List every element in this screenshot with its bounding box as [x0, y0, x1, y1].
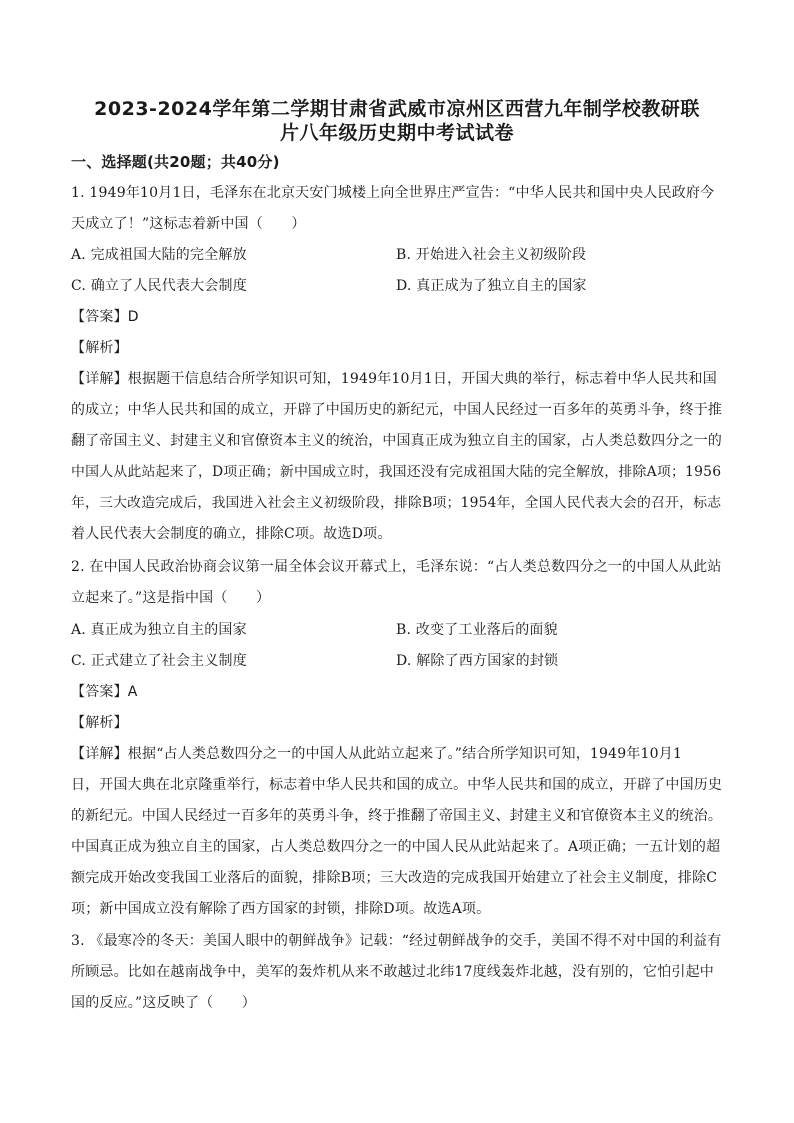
q1-stem-line-1: 1. 1949年10月1日，毛泽东在北京天安门城楼上向全世界庄严宣告：“中华人民共和国中央人民政府今 — [71, 185, 715, 201]
q1-option-c: C. 确立了人民代表大会制度 — [71, 278, 247, 294]
q2-analysis-label: 【解析】 — [71, 715, 128, 731]
q1-answer: 【答案】D — [71, 309, 139, 325]
q3-stem-line-2: 所顾忌。比如在越南战争中，美军的轰炸机从来不敢越过北纬17度线轰炸北越，没有别的，它怕引起中 — [71, 964, 715, 980]
q2-detail-line-3: 的新纪元。中国人民经过一百多年的英勇斗争，终于推翻了帝国主义、封建主义和官僚资本主义的统治。 — [71, 808, 723, 824]
q2-option-c: C. 正式建立了社会主义制度 — [71, 653, 247, 669]
q1-stem-line-2: 天成立了！”这标志着新中国（ ） — [71, 216, 306, 232]
q1-detail-line-2: 的成立；中华人民共和国的成立，开辟了中国历史的新纪元，中国人民经过一百多年的英勇斗争，终于推 — [71, 402, 723, 418]
q1-analysis-label: 【解析】 — [71, 340, 128, 356]
q2-detail-line-6: 项；新中国成立没有解除了西方国家的封锁，排除D项。故选A项。 — [71, 901, 491, 917]
q2-answer: 【答案】A — [71, 684, 138, 700]
document-title-line-1: 2023-2024学年第二学期甘肃省武威市凉州区西营九年制学校教研联 — [94, 98, 700, 120]
q2-detail-line-5: 额完成开始改变我国工业落后的面貌，排除B项；三大改造的完成我国开始建立了社会主义制度，排除C — [71, 870, 718, 886]
q2-detail-line-1: 【详解】根据“占人类总数四分之一的中国人从此站立起来了。”结合所学知识可知，1949年10月1 — [71, 746, 683, 762]
q2-detail-line-2: 日，开国大典在北京隆重举行，标志着中华人民共和国的成立。中华人民共和国的成立，开辟了中国历史 — [71, 777, 723, 793]
q1-option-b: B. 开始进入社会主义初级阶段 — [396, 247, 587, 263]
q1-detail-line-6: 着人民代表大会制度的确立，排除C项。故选D项。 — [71, 526, 392, 542]
q2-stem-line-1: 2. 在中国人民政治协商会议第一届全体会议开幕式上，毛泽东说：“占人类总数四分之一的中国人从此站 — [71, 559, 722, 575]
q3-stem-line-1: 3. 《最寒冷的冬天：美国人眼中的朝鲜战争》记载：“经过朝鲜战争的交手，美国不得不对中国的利益有 — [71, 933, 722, 949]
q2-detail-line-4: 中国真正成为独立自主的国家，占人类总数四分之一的中国人民从此站起来了。A项正确；一五计划的超 — [71, 839, 721, 855]
q2-option-d: D. 解除了西方国家的封锁 — [396, 653, 559, 669]
section-heading: 一、选择题(共20题；共40分) — [71, 153, 280, 171]
q2-stem-line-2: 立起来了。”这是指中国（ ） — [71, 590, 271, 606]
q3-stem-line-3: 国的反应。”这反映了（ ） — [71, 995, 256, 1011]
q1-detail-line-1: 【详解】根据题干信息结合所学知识可知，1949年10月1日，开国大典的举行，标志着中华人民共和国 — [71, 371, 717, 387]
q1-detail-line-3: 翻了帝国主义、封建主义和官僚资本主义的统治，中国真正成为独立自主的国家，占人类总数四分之一的 — [71, 433, 723, 449]
q1-detail-line-5: 年，三大改造完成后，我国进入社会主义初级阶段，排除B项；1954年，全国人民代表大会的召开，标志 — [71, 495, 722, 511]
q2-option-b: B. 改变了工业落后的面貌 — [396, 622, 558, 638]
q2-option-a: A. 真正成为独立自主的国家 — [71, 622, 247, 638]
q1-option-a: A. 完成祖国大陆的完全解放 — [71, 247, 247, 263]
q1-option-d: D. 真正成为了独立自主的国家 — [396, 278, 587, 294]
q1-detail-line-4: 中国人从此站起来了，D项正确；新中国成立时，我国还没有完成祖国大陆的完全解放，排除A项；1956 — [71, 464, 722, 480]
document-title-line-2: 片八年级历史期中考试试卷 — [279, 122, 514, 144]
